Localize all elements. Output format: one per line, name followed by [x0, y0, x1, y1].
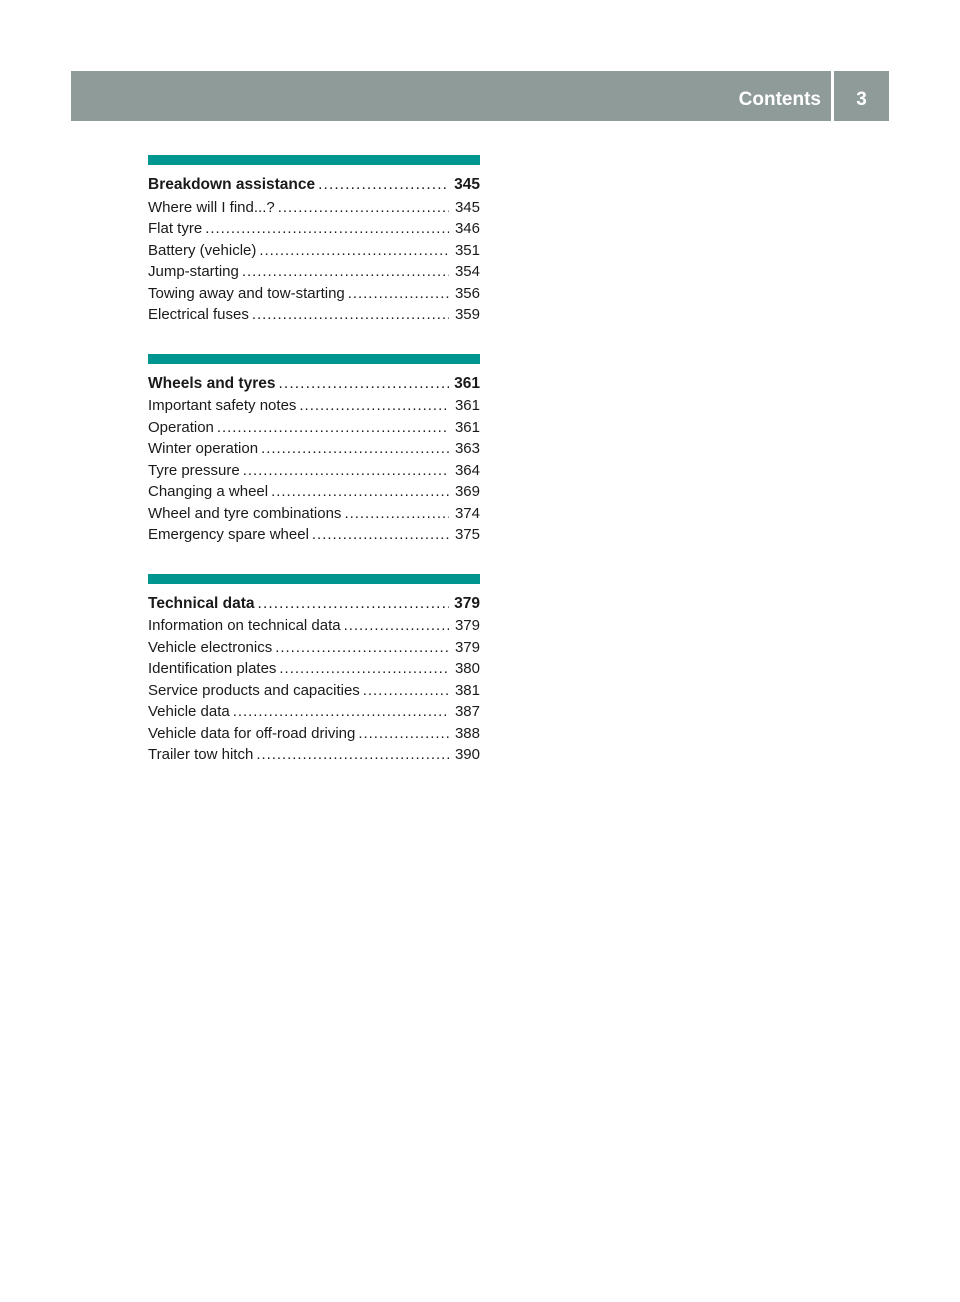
entry-label: Vehicle data: [148, 703, 230, 720]
header-page-number: 3: [856, 89, 867, 110]
entry-page: 390: [454, 746, 480, 763]
dot-leader: [344, 615, 449, 637]
dot-leader: [318, 174, 449, 196]
entry-label: Flat tyre: [148, 220, 203, 237]
dot-leader: [242, 261, 449, 283]
section-page: 361: [454, 374, 480, 392]
entry-page: 387: [454, 703, 480, 720]
entry-page: 345: [454, 198, 480, 216]
page-header: [71, 71, 889, 121]
toc-entry[interactable]: [148, 680, 480, 702]
entry-label: Tyre pressure: [148, 461, 240, 479]
dot-leader: [363, 680, 449, 702]
section-heading[interactable]: [148, 373, 480, 395]
entry-label: Vehicle electronics: [148, 638, 273, 656]
toc-entry[interactable]: [148, 417, 480, 439]
entry-page: 379: [454, 638, 480, 656]
entry-page: 354: [454, 263, 480, 280]
toc-entry[interactable]: [148, 481, 480, 503]
entry-page: 363: [454, 440, 480, 457]
entry-label: Battery (vehicle): [148, 241, 257, 259]
dot-leader: [299, 395, 449, 417]
section-heading[interactable]: [148, 593, 480, 615]
entry-label: Vehicle data for off-road driving: [148, 724, 356, 742]
entry-label: Information on technical data: [148, 617, 341, 634]
toc-entry[interactable]: [148, 615, 480, 637]
table-of-contents: [148, 155, 480, 794]
toc-entry[interactable]: [148, 240, 480, 262]
entry-page: 364: [454, 461, 480, 479]
entry-page: 361: [454, 397, 480, 414]
toc-entry[interactable]: [148, 261, 480, 283]
section-page: 379: [454, 594, 480, 612]
toc-entry[interactable]: [148, 524, 480, 546]
section-bar: [148, 354, 480, 364]
entry-page: 374: [454, 504, 480, 522]
entry-label: Service products and capacities: [148, 681, 360, 699]
toc-entry[interactable]: [148, 197, 480, 219]
entry-page: 359: [454, 306, 480, 323]
toc-entry[interactable]: [148, 503, 480, 525]
dot-leader: [217, 417, 449, 439]
section-heading[interactable]: [148, 174, 480, 196]
toc-entry[interactable]: [148, 283, 480, 305]
toc-entry[interactable]: [148, 723, 480, 745]
dot-leader: [271, 481, 449, 503]
toc-entry[interactable]: [148, 637, 480, 659]
entry-page: 388: [454, 724, 480, 742]
entry-page: 369: [454, 483, 480, 500]
dot-leader: [233, 701, 449, 723]
toc-entry[interactable]: [148, 218, 480, 240]
entry-label: Emergency spare wheel: [148, 526, 309, 543]
toc-section-technical-data: [148, 574, 480, 766]
entry-page: 380: [454, 660, 480, 677]
entry-label: Wheel and tyre combinations: [148, 504, 342, 522]
dot-leader: [312, 524, 449, 546]
entry-label: Changing a wheel: [148, 483, 269, 500]
entry-page: 379: [454, 617, 480, 634]
header-title: Contents: [738, 89, 821, 110]
toc-entry[interactable]: [148, 701, 480, 723]
toc-entry[interactable]: [148, 744, 480, 766]
dot-leader: [278, 197, 449, 219]
dot-leader: [243, 460, 449, 482]
toc-entry[interactable]: [148, 304, 480, 326]
dot-leader: [279, 658, 449, 680]
section-title: Wheels and tyres: [148, 374, 276, 392]
entry-page: 356: [454, 284, 480, 302]
dot-leader: [261, 438, 449, 460]
dot-leader: [275, 637, 449, 659]
entry-label: Electrical fuses: [148, 306, 249, 323]
dot-leader: [279, 373, 450, 395]
section-page: 345: [454, 176, 480, 193]
dot-leader: [256, 744, 449, 766]
entry-label: Identification plates: [148, 660, 277, 677]
entry-page: 375: [454, 526, 480, 543]
entry-label: Trailer tow hitch: [148, 746, 254, 763]
section-title: Breakdown assistance: [148, 176, 316, 193]
toc-entry[interactable]: [148, 438, 480, 460]
entry-label: Important safety notes: [148, 397, 297, 414]
entry-label: Towing away and tow-starting: [148, 284, 345, 302]
toc-section-breakdown-assistance: [148, 155, 480, 326]
entry-page: 351: [454, 241, 480, 259]
dot-leader: [348, 283, 449, 305]
entry-label: Where will I find...?: [148, 198, 275, 216]
entry-label: Winter operation: [148, 440, 259, 457]
dot-leader: [252, 304, 449, 326]
toc-entry[interactable]: [148, 460, 480, 482]
dot-leader: [205, 218, 449, 240]
dot-leader: [344, 503, 449, 525]
dot-leader: [259, 240, 449, 262]
entry-page: 361: [454, 418, 480, 436]
dot-leader: [358, 723, 449, 745]
section-bar: [148, 155, 480, 165]
toc-entry[interactable]: [148, 658, 480, 680]
entry-page: 346: [454, 220, 480, 237]
section-bar: [148, 574, 480, 584]
entry-label: Operation: [148, 418, 214, 436]
dot-leader: [258, 593, 449, 615]
toc-entry[interactable]: [148, 395, 480, 417]
entry-label: Jump-starting: [148, 263, 239, 280]
toc-section-wheels-and-tyres: [148, 354, 480, 546]
section-title: Technical data: [148, 594, 255, 612]
entry-page: 381: [454, 681, 480, 699]
